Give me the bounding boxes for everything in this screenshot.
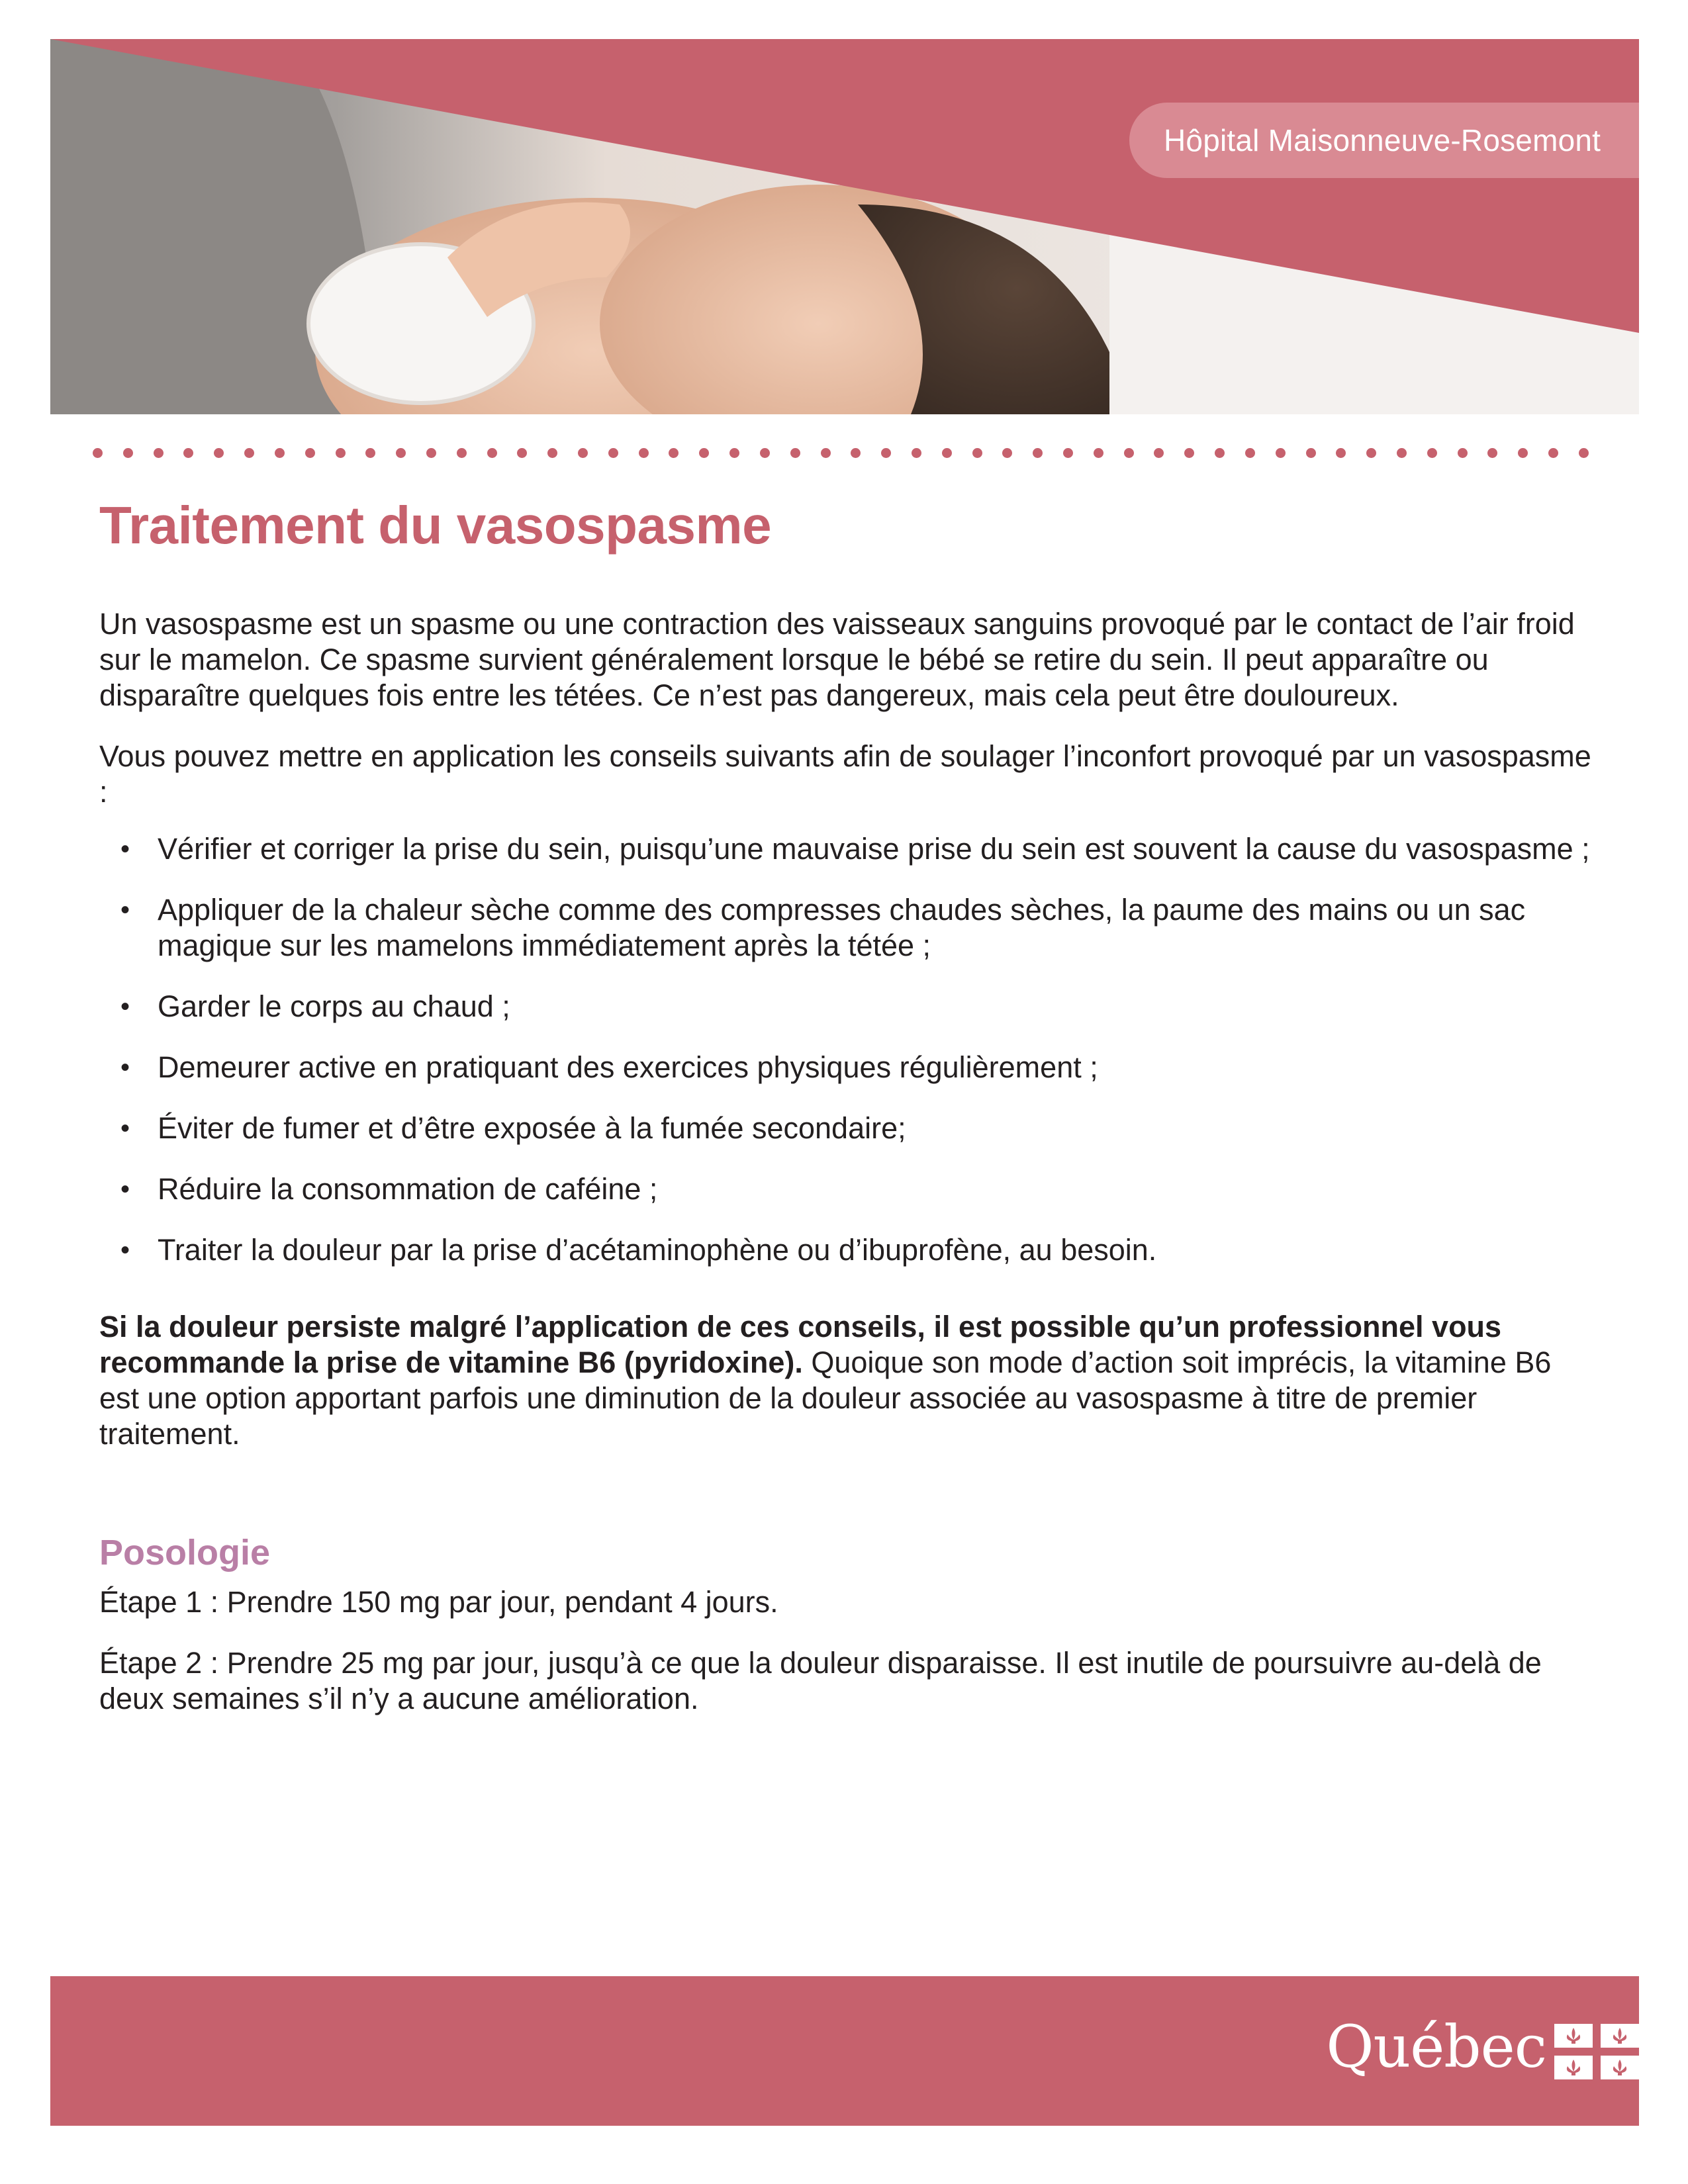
step-1: Étape 1 : Prendre 150 mg par jour, pendant 4 jours. [99,1585,778,1619]
intro-paragraph: Un vasospasme est un spasme ou une contraction des vaisseaux sanguins provoqué par le contact de l’air froid sur le mamelon. Ce spasme survient généralement lorsque le bébé se retire du sein. Il peut apparaître ou disparaître quelques fois entre les tétées. Ce n’est pas dangereux, mais cela peut être douloureux. [99,607,1575,712]
dotted-divider [93,446,1589,459]
document-body [99,492,1595,1717]
step-2: Étape 2 : Prendre 25 mg par jour, jusqu’à ce que la douleur disparaisse. Il est inutile de poursuivre au-delà de deux semaines s’il n’y a aucune amélioration. [99,1646,1542,1715]
followup-bold-text: Si la douleur persiste malgré l’application de ces conseils, il est possible qu’un professionnel vous recommande la prise de vitamine B6 (pyridoxine). [99,1310,1502,1379]
list-item: • Garder le corps au chaud ; [99,989,1595,1024]
page-title: Traitement du vasospasme [99,496,772,555]
followup-paragraph [99,1309,1595,1452]
posology-heading: Posologie [99,1533,271,1572]
tips-list [99,831,1595,1268]
lead-paragraph: Vous pouvez mettre en application les conseils suivants afin de soulager l’inconfort provoqué par un vasospasme : [99,739,1591,809]
followup-text: Quoique son mode d’action soit imprécis, la vitamine B6 est une option apportant parfois une diminution de la douleur associée au vasospasme à titre de premier traitement. [99,1345,1552,1451]
list-item: • Demeurer active en pratiquant des exercices physiques régulièrement ; [99,1050,1595,1085]
list-item: • Appliquer de la chaleur sèche comme des compresses chaudes sèches, la paume des mains ou un sac magique sur les mamelons immédiatement après la tétée ; [99,892,1595,964]
hospital-name-badge: Hôpital Maisonneuve-Rosemont [1129,103,1639,178]
list-item: • Vérifier et corriger la prise du sein, puisqu’une mauvaise prise du sein est souvent la cause du vasospasme ; [99,831,1595,867]
header-banner [50,39,1639,414]
quebec-flag-icon [1554,2024,1639,2079]
breastfeeding-photo-icon [50,39,1639,414]
list-item: • Traiter la douleur par la prise d’acétaminophène ou d’ibuprofène, au besoin. [99,1232,1595,1268]
list-item: • Éviter de fumer et d’être exposée à la fumée secondaire; [99,1111,1595,1146]
list-item: • Réduire la consommation de caféine ; [99,1171,1595,1207]
footer-banner [50,1976,1639,2126]
quebec-logo-text: Québec [1326,2013,1546,2081]
